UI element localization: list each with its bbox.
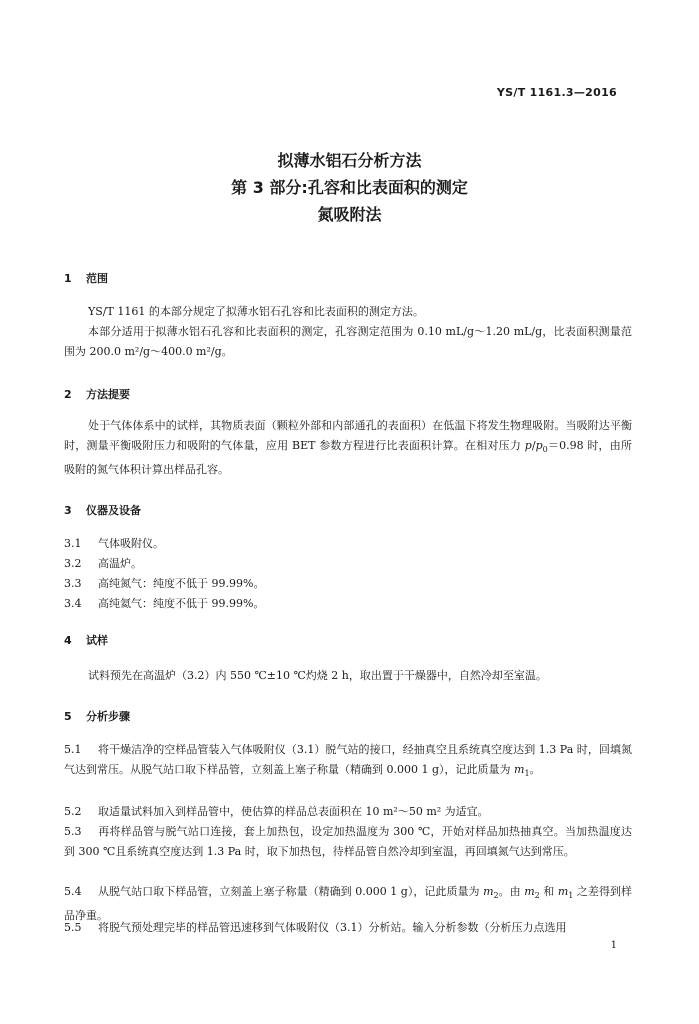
section-number: 4 [64,634,72,647]
section-4-heading [64,632,108,648]
item-number: 5.1 [64,743,82,756]
item-text: 将干燥洁净的空样品管装入气体吸附仪（3.1）脱气站的接口，经抽真空且系统真空度达到 1.3 Pa 时，回填氮气达到常压。从脱气站口取下样品管，立刻盖上塞子称量（精确到 0.000 1 g），记此质量为 [64,743,632,776]
subscript: 0 [542,445,548,455]
step-5-3 [64,822,632,862]
text-run: ＝0.98 时，由所吸附的氮气体积计算出样品孔容。 [64,439,632,477]
list-item [64,534,164,554]
section-title: 范围 [86,272,108,285]
text-run: 。由 [498,885,525,898]
standard-code: YS/T 1161.3—2016 [496,86,617,99]
section-4-paragraph-1: 试料预先在高温炉（3.2）内 550 ℃±10 ℃灼烧 2 h，取出置于干燥器中，自然冷却至室温。 [88,669,547,682]
subscript: 1 [524,769,530,779]
section-2-paragraph-1 [64,416,632,480]
item-text: 再将样品管与脱气站口连接，套上加热包，设定加热温度为 300 ℃，开始对样品加热抽真空。当加热温度达到 300 ℃且系统真空度达到 1.3 Pa 时，取下加热包，待样品管自然冷却到室温，再回填氮气达到常压。 [64,825,632,858]
subscript: 1 [568,891,574,901]
step-5-1 [64,740,632,784]
section-title: 仪器及设备 [86,504,141,517]
step-5-5 [64,918,632,938]
item-number: 3.2 [64,557,82,570]
section-5-heading [64,708,130,724]
subscript: 2 [493,891,499,901]
section-title: 试样 [86,634,108,647]
text-run: / [531,439,536,452]
variable-m: m [557,885,569,898]
item-text: 从脱气站口取下样品管，立刻盖上塞子称量（精确到 0.000 1 g），记此质量为 [98,885,484,898]
section-title: 分析步骤 [86,710,130,723]
item-number: 3.4 [64,597,82,610]
variable-p0: p [535,439,543,452]
item-text: 高纯氦气：纯度不低于 99.99%。 [98,597,265,610]
text-run: 和 [539,885,558,898]
item-number: 5.4 [64,885,82,898]
variable-p: p [524,439,532,452]
text-run: 之差得到样品净重。 [64,885,633,923]
section-1-paragraph-1: YS/T 1161 的本部分规定了拟薄水铝石孔容和比表面积的测定方法。 [88,305,424,318]
section-3-heading [64,502,141,518]
item-number: 5.5 [64,921,82,934]
title-line-2: 第 3 部分:孔容和比表面积的测定 [231,178,468,197]
step-5-2 [64,802,632,822]
item-number: 5.2 [64,805,82,818]
section-number: 3 [64,504,72,517]
section-number: 2 [64,388,72,401]
item-number: 3.1 [64,537,82,550]
section-number: 5 [64,710,72,723]
item-number: 3.3 [64,577,82,590]
section-1-heading [64,270,108,286]
list-item [64,554,142,574]
list-item [64,574,264,594]
text-run: 。 [529,763,541,776]
item-text: 取适量试料加入到样品管中，使估算的样品总表面积在 10 m²～50 m² 为适宜。 [98,805,489,818]
item-number: 5.3 [64,825,82,838]
variable-m: m [524,885,535,898]
item-text: 气体吸附仪。 [98,537,164,550]
section-title: 方法提要 [86,388,130,401]
title-line-1: 拟薄水铝石分析方法 [277,151,422,170]
variable-m: m [514,763,525,776]
page-number: 1 [610,940,617,951]
section-number: 1 [64,272,72,285]
section-1-paragraph-2: 本部分适用于拟薄水铝石孔容和比表面积的测定，孔容测定范围为 0.10 mL/g～1.20 mL/g，比表面积测量范围为 200.0 m²/g～400.0 m²/g。 [64,325,632,358]
subscript: 2 [534,891,540,901]
list-item [64,594,264,614]
title-line-3: 氮吸附法 [317,205,382,224]
variable-m: m [483,885,494,898]
text-run: 处于气体体系中的试样，其物质表面（颗粒外部和内部通孔的表面积）在低温下将发生物理吸附。当吸附达平衡时，测量平衡吸附压力和吸附的气体量，应用 BET 参数方程进行比表面积计算。在相对压力 [64,419,632,452]
section-2-heading [64,386,130,402]
item-text: 高纯氮气：纯度不低于 99.99%。 [98,577,265,590]
item-text: 高温炉。 [98,557,142,570]
item-text: 将脱气预处理完毕的样品管迅速移到气体吸附仪（3.1）分析站。输入分析参数（分析压力点选用 [98,921,567,934]
